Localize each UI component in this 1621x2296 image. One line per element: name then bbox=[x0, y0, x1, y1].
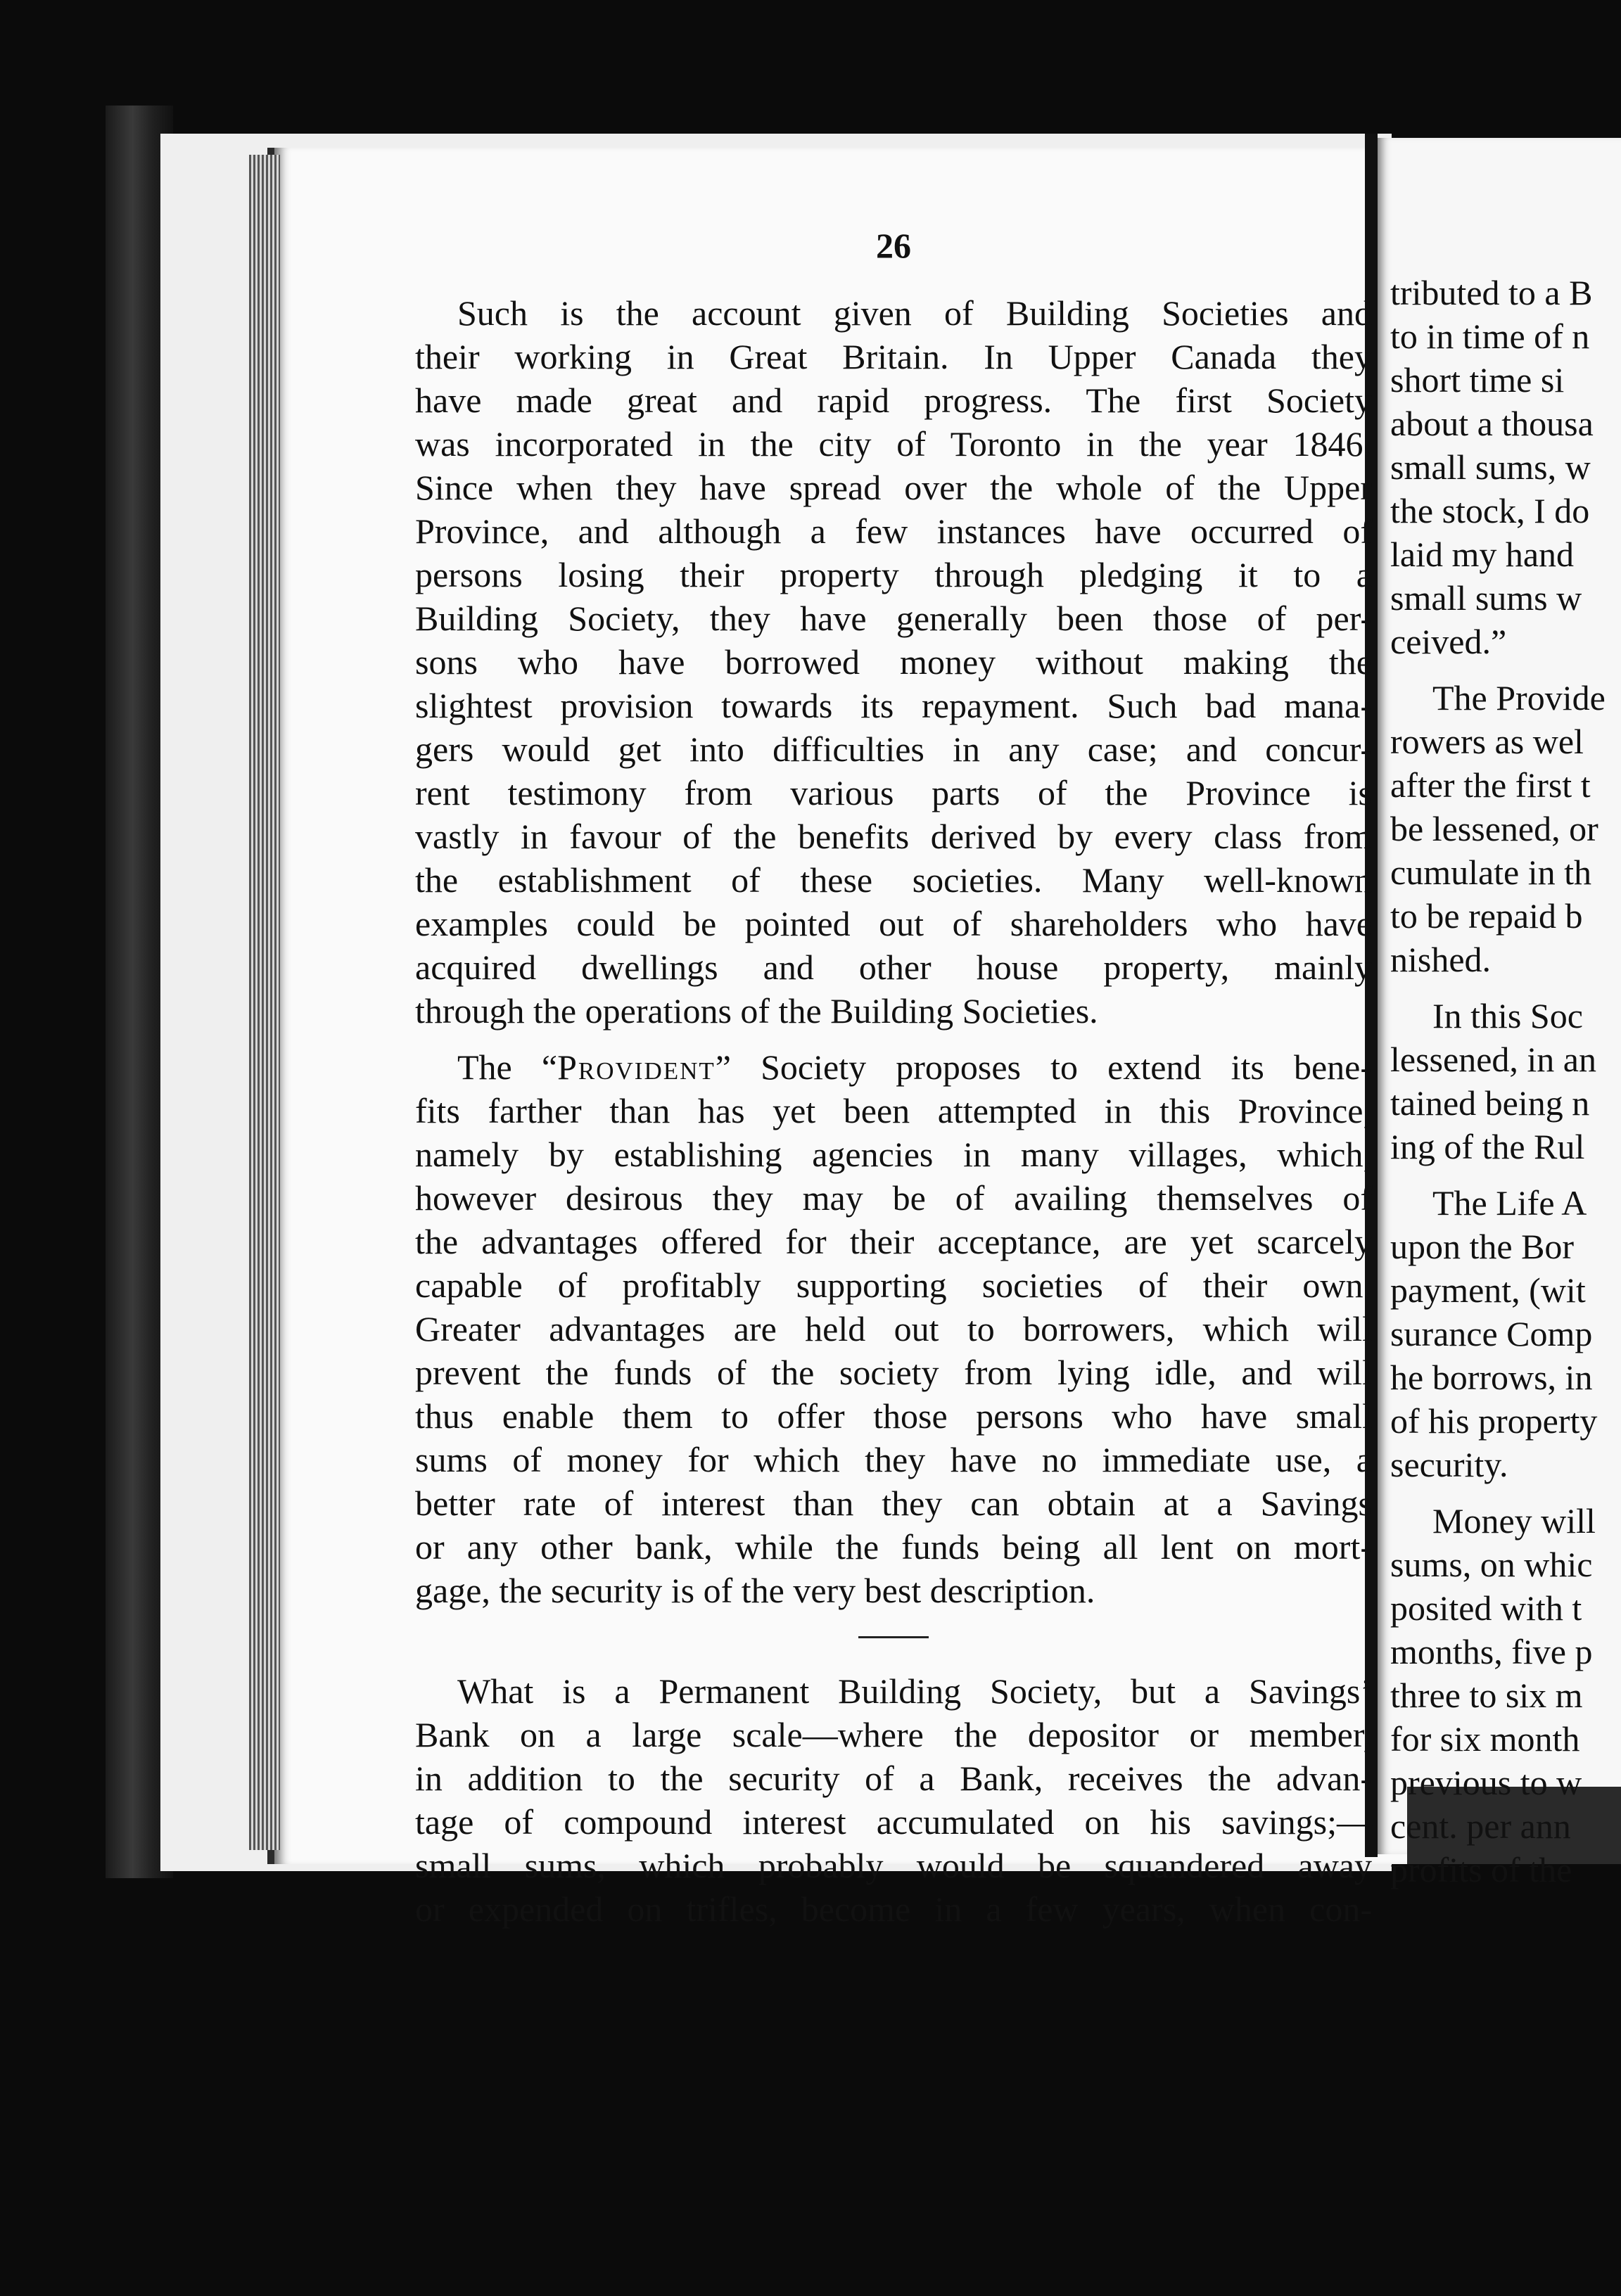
text-line: gage, the security is of the very best description. bbox=[415, 1571, 1095, 1610]
lead-text: The “ bbox=[457, 1047, 558, 1087]
text-line: posited with t bbox=[1390, 1588, 1582, 1628]
text-line: months, five p bbox=[1390, 1632, 1593, 1671]
text-line: security. bbox=[1390, 1445, 1508, 1484]
text-line: acquired dwellings and other house property, mainly bbox=[415, 948, 1372, 987]
text-line: tained being n bbox=[1390, 1083, 1590, 1123]
text-line: small sums, w bbox=[1390, 447, 1591, 487]
text-line: cent. per ann bbox=[1390, 1806, 1571, 1846]
text-line: cumulate in th bbox=[1390, 853, 1592, 892]
text-line: examples could be pointed out of shareholders who have bbox=[415, 904, 1372, 943]
text-line: Since when they have spread over the whole of the Upper bbox=[415, 468, 1372, 507]
left-page-text bbox=[415, 225, 1372, 1944]
text-line: small sums, which probably would be squandered away bbox=[415, 1846, 1372, 1885]
text-line bbox=[415, 1045, 1372, 1089]
text-line: in addition to the security of a Bank, receives the advan- bbox=[415, 1759, 1372, 1798]
text-line: their working in Great Britain. In Upper Canada they bbox=[415, 337, 1372, 376]
text-line: after the first t bbox=[1390, 765, 1591, 805]
text-line: have made great and rapid progress. The first Society bbox=[415, 381, 1372, 420]
text-line: previous to w bbox=[1390, 1763, 1582, 1802]
society-name: Provident bbox=[557, 1047, 716, 1087]
text-line: Building Society, they have generally been those of per- bbox=[415, 599, 1372, 638]
text-line: thus enable them to offer those persons who have small bbox=[415, 1396, 1372, 1436]
text-line: tage of compound interest accumulated on his savings;— bbox=[415, 1802, 1372, 1842]
text-line: The Life A bbox=[1432, 1183, 1587, 1223]
text-line: was incorporated in the city of Toronto in the year 1846. bbox=[415, 424, 1372, 464]
text-line: ceived.” bbox=[1390, 622, 1507, 661]
text-line: capable of profitably supporting societies of their own. bbox=[415, 1265, 1372, 1305]
text-line: upon the Bor bbox=[1390, 1227, 1575, 1266]
text-line: Greater advantages are held out to borrowers, which will bbox=[415, 1309, 1372, 1348]
text-line: Bank on a large scale—where the depositor or member, bbox=[415, 1715, 1372, 1754]
right-page-text bbox=[1390, 271, 1621, 1892]
text-line: however desirous they may be of availing themselves of bbox=[415, 1178, 1372, 1218]
page-edges bbox=[249, 155, 280, 1850]
text-line: of his property bbox=[1390, 1401, 1598, 1441]
paragraph-building-societies bbox=[415, 291, 1372, 1033]
text-line: The Provide bbox=[1432, 678, 1606, 718]
text-line: Money will bbox=[1432, 1501, 1596, 1541]
text-line: through the operations of the Building Societies. bbox=[415, 991, 1098, 1031]
text-line: better rate of interest than they can obtain at a Savings bbox=[415, 1484, 1372, 1523]
page-number: 26 bbox=[876, 226, 911, 265]
text-line: small sums w bbox=[1390, 578, 1582, 618]
text-line: the establishment of these societies. Many well-known bbox=[415, 860, 1372, 900]
paragraph-savings-bank bbox=[415, 1669, 1372, 1931]
section-divider bbox=[858, 1636, 929, 1638]
text-line: prevent the funds of the society from lying idle, and will bbox=[415, 1353, 1372, 1392]
text-line: he borrows, in bbox=[1390, 1358, 1593, 1397]
text-line: namely by establishing agencies in many villages, which, bbox=[415, 1135, 1372, 1174]
text-line: sons who have borrowed money without making the bbox=[415, 642, 1372, 682]
text-line: persons losing their property through pledging it to a bbox=[415, 555, 1372, 594]
text-line: ing of the Rul bbox=[1390, 1127, 1585, 1166]
text-line: the advantages offered for their acceptance, are yet scarcely bbox=[415, 1222, 1372, 1261]
text-line: sums, on whic bbox=[1390, 1545, 1593, 1584]
text-line: nished. bbox=[1390, 940, 1492, 979]
text-line: rowers as wel bbox=[1390, 722, 1584, 761]
text-line: the stock, I do bbox=[1390, 491, 1590, 530]
text-line: sums of money for which they have no immediate use, a bbox=[415, 1440, 1372, 1479]
text-line: payment, (wit bbox=[1390, 1270, 1586, 1310]
text-line: or expended on trifles, become in a few years, when con- bbox=[415, 1889, 1372, 1929]
text-line: What is a Permanent Building Society, but a Savings’ bbox=[457, 1671, 1372, 1711]
text-line: vastly in favour of the benefits derived by every class from bbox=[415, 817, 1372, 856]
text-line: laid my hand bbox=[1390, 535, 1575, 574]
text-line: to be repaid b bbox=[1390, 896, 1583, 936]
text-line: three to six m bbox=[1390, 1676, 1583, 1715]
text-line: Such is the account given of Building Societies and bbox=[457, 293, 1372, 333]
text-line: profits of the bbox=[1390, 1850, 1572, 1889]
text-line: In this Soc bbox=[1432, 996, 1583, 1035]
lead-text: ” Society proposes to extend its bene- bbox=[715, 1047, 1372, 1087]
paragraph-provident-society bbox=[415, 1045, 1372, 1612]
text-line: rent testimony from various parts of the Province is bbox=[415, 773, 1372, 812]
text-line: about a thousa bbox=[1390, 404, 1594, 443]
text-line: fits farther than has yet been attempted in this Province, bbox=[415, 1091, 1372, 1130]
text-line: slightest provision towards its repayment. Such bad mana- bbox=[415, 686, 1372, 725]
text-line: or any other bank, while the funds being all lent on mort- bbox=[415, 1527, 1372, 1567]
text-line: to in time of n bbox=[1390, 317, 1590, 356]
text-line: short time si bbox=[1390, 360, 1565, 400]
text-line: Province, and although a few instances have occurred of bbox=[415, 511, 1372, 551]
text-line: surance Comp bbox=[1390, 1314, 1593, 1353]
text-line: for six month bbox=[1390, 1719, 1580, 1759]
text-line: gers would get into difficulties in any case; and concur- bbox=[415, 729, 1372, 769]
text-line: lessened, in an bbox=[1390, 1040, 1596, 1079]
text-line: be lessened, or bbox=[1390, 809, 1598, 848]
text-line: tributed to a B bbox=[1390, 273, 1593, 312]
